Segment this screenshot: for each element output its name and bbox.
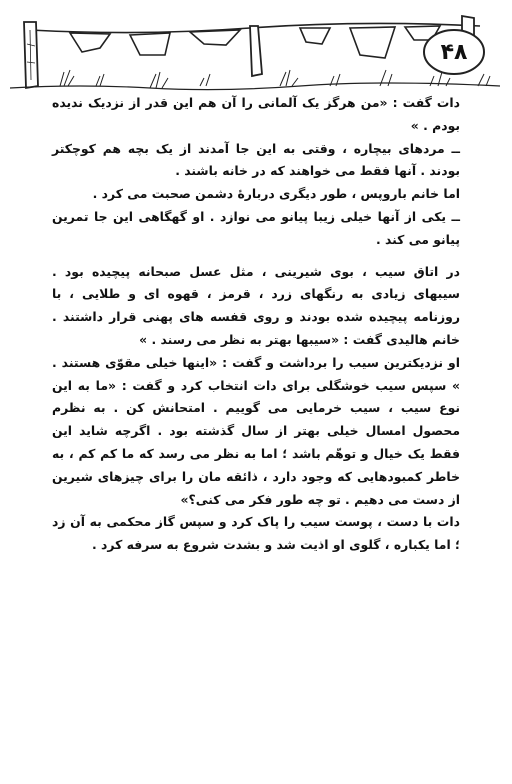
grass-tufts — [60, 70, 490, 88]
body-text — [52, 92, 460, 557]
paragraph: ــ یکی از آنها خیلی زیبا پیانو می نوازد . او گهگاهی این جا تمرین پیانو می کند . — [52, 208, 460, 247]
hanging-cloth — [300, 28, 330, 44]
paragraph: او نزدیکترین سیب را برداشت و گفت : «اینها خیلی مقوّی هستند . » سپس سیب خوشگلی برای دات انتخاب کرد و گفت : «ما به این نوع سیب ، سیب خرمایی می گوییم . امتحانش کن . به نظرم محصول امسال خیلی بهتر از سال گذشته بود . اگرچه شاید این فقط یک خیال و توهّم باشد ؛ اما به نظر می رسد که ما کم کم ، به خاطر کمبودهایی که وجود دارد ، ذائقه مان را برای چیزهای شیرین از دست می دهیم . تو چه طور فکر می کنی؟» — [52, 354, 460, 507]
paragraph: دات گفت : «من هرگز یک آلمانی را آن هم این قدر از نزدیک ندیده بودم . » — [52, 95, 460, 133]
paragraph: دات با دست ، پوست سیب را پاک کرد و سپس گاز محکمی به آن زد ؛ اما یکباره ، گلوی او اذیت شد و بشدت شروع به سرفه کرد . — [52, 514, 460, 553]
hanging-cloth — [70, 33, 110, 52]
paragraph: اما خانم باروپس ، طور دیگری دربارهٔ دشمن صحبت می کرد . — [92, 186, 460, 202]
middle-post — [250, 26, 262, 76]
paragraph: در اتاق سیب ، بوی شیرینی ، مثل عسل صبحانه پیچیده بود . سیبهای زیادی به رنگهای زرد ، قرمز ، قهوه ای و طلایی ، با روزنامه پیچیده شده بودند و روی قفسه های پهنی قرار داشتند . خانم هالیدی گفت : «سیبها بهتر به نظر می رسند . » — [52, 263, 460, 347]
page-number: ۴۸ — [440, 40, 468, 65]
hanging-cloth — [130, 33, 170, 55]
grass-line — [10, 83, 500, 90]
paragraph: ــ مردهای بیچاره ، وقتی به این جا آمدند از یک بچه هم کوچکتر بودند . آنها فقط می خواهند که در خانه باشند . — [52, 140, 460, 179]
hanging-cloth — [190, 30, 240, 45]
hanging-cloth — [350, 27, 395, 58]
